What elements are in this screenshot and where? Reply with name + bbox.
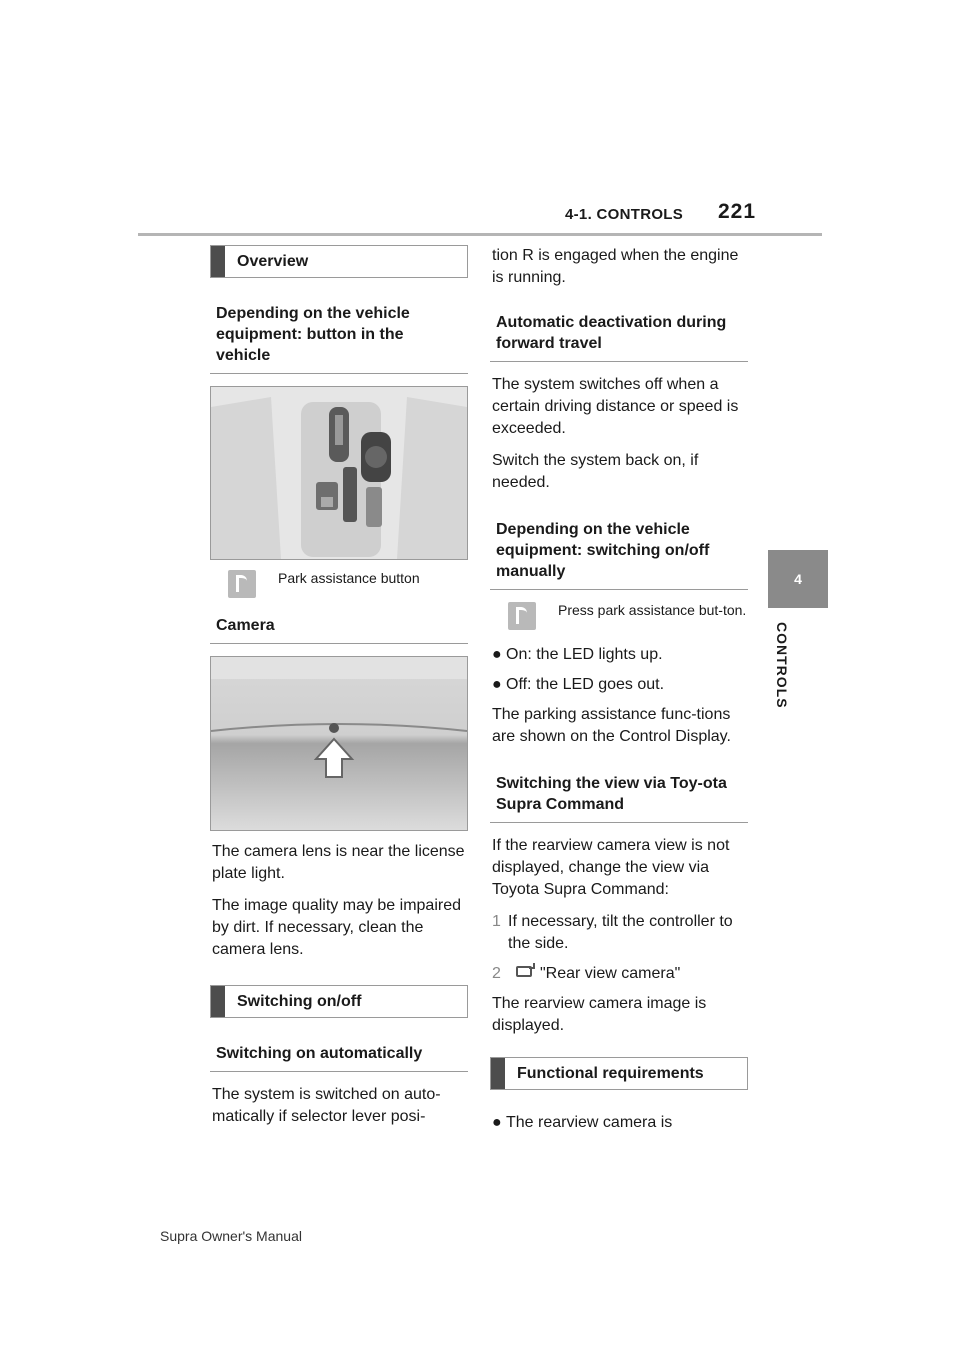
auto-off-text-2: Switch the system back on, if needed. <box>492 452 699 491</box>
step-2: 2 "Rear view camera" <box>492 965 681 982</box>
right-column <box>490 245 748 1142</box>
manual-caption-row <box>490 602 748 630</box>
camera-figure <box>210 656 468 831</box>
auto-off-subheading: Automatic deactivation during forward travel <box>490 309 748 362</box>
switching-heading: Switching on/off <box>210 985 468 1018</box>
continued-text: tion R is engaged when the engine is running. <box>492 247 739 286</box>
step-1: 1 If necessary, tilt the controller to the side. <box>492 913 733 952</box>
park-assist-icon <box>508 602 536 630</box>
bullet-on: ● On: the LED lights up. <box>492 646 663 663</box>
park-caption-row <box>210 570 468 598</box>
camera-heading: Camera <box>210 612 468 644</box>
rear-camera-illustration <box>211 657 467 830</box>
manual-text: The parking assistance func-tions are shown on the Control Display. <box>492 706 731 745</box>
view-subheading: Switching the view via Toy-ota Supra Command <box>490 770 748 823</box>
console-figure <box>210 386 468 560</box>
chapter-tab-number: 4 <box>768 550 828 608</box>
header-rule <box>138 233 822 236</box>
center-console-illustration <box>211 387 467 559</box>
park-caption: Park assistance button <box>278 570 420 586</box>
auto-on-text: The system is switched on auto-matically if selector lever posi- <box>212 1086 441 1125</box>
button-subheading: Depending on the vehicle equipment: button in the vehicle <box>210 300 468 374</box>
park-assist-icon <box>228 570 256 598</box>
requirements-heading: Functional requirements <box>490 1057 748 1090</box>
view-result: The rearview camera image is displayed. <box>492 995 707 1034</box>
manual-caption: Press park assistance but-ton. <box>558 602 747 618</box>
bullet-off: ● Off: the LED goes out. <box>492 676 665 693</box>
view-text: If the rearview camera view is not displayed, change the view via Toyota Supra Command: <box>492 837 730 898</box>
section-title: 4-1. CONTROLS <box>565 206 684 223</box>
camera-text-2: The image quality may be impaired by dirt. If necessary, clean the camera lens. <box>212 897 462 958</box>
left-column <box>210 245 468 1138</box>
footer-text: Supra Owner's Manual <box>160 1228 302 1244</box>
camera-text-1: The camera lens is near the license plate light. <box>212 843 465 882</box>
auto-on-subheading: Switching on automatically <box>210 1040 468 1072</box>
page-number: 221 <box>718 200 757 223</box>
requirements-bullet: ● The rearview camera is <box>492 1114 673 1131</box>
auto-off-text-1: The system switches off when a certain driving distance or speed is exceeded. <box>492 376 739 437</box>
overview-heading: Overview <box>210 245 468 278</box>
chapter-tab-label: CONTROLS <box>774 622 790 709</box>
manual-subheading: Depending on the vehicle equipment: switching on/off manually <box>490 516 748 590</box>
rear-camera-icon <box>514 963 536 977</box>
